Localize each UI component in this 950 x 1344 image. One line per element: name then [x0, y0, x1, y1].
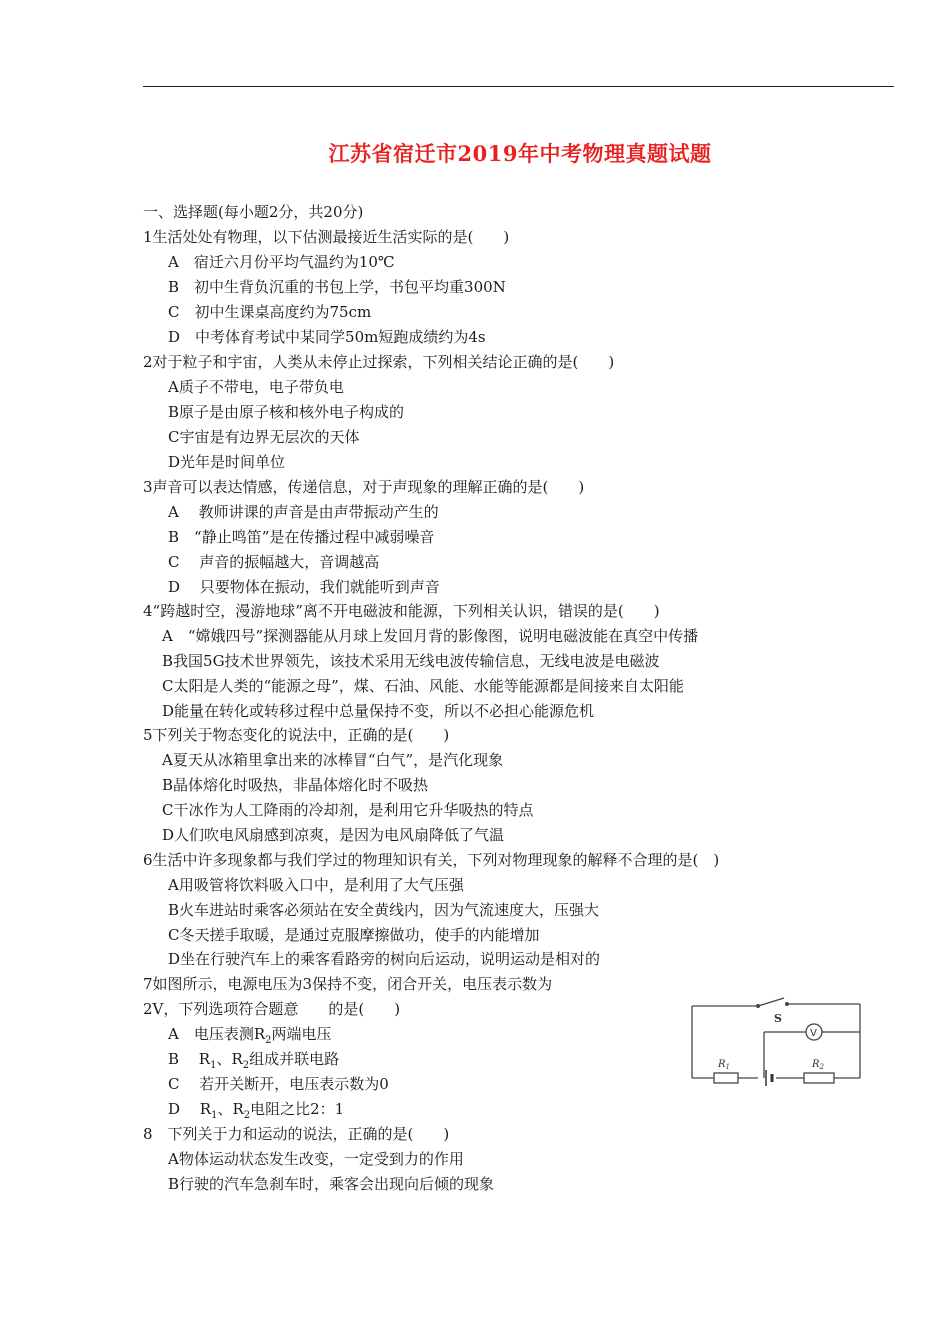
circuit-diagram [688, 996, 888, 1088]
q6-option-b: B火车进站时乘客必须站在安全黄线内，因为气流速度大，压强大 [168, 901, 600, 919]
q5-option-a: A夏天从冰箱里拿出来的冰棒冒“白气”，是汽化现象 [162, 751, 504, 769]
voltmeter-label: V [810, 1028, 817, 1039]
q1-option-b: B 初中生背负沉重的书包上学，书包平均重300N [168, 278, 506, 296]
q3-stem: 3声音可以表达情感，传递信息，对于声现象的理解正确的是( ) [143, 478, 585, 496]
q2-option-c: C宇宙是有边界无层次的天体 [168, 428, 360, 446]
page-title: 江苏省宿迁市2019年中考物理真题试题 [328, 141, 712, 166]
q4-option-a: A “嫦娥四号”探测器能从月球上发回月背的影像图，说明电磁波能在真空中传播 [162, 627, 699, 645]
q3-option-b: B “静止鸣笛”是在传播过程中减弱噪音 [168, 528, 435, 546]
q3-option-a: A 教师讲课的声音是由声带振动产生的 [168, 503, 439, 521]
q7-option-d: D $R_1$、$R_2$电阻之比2：1 [168, 1100, 345, 1121]
q5-option-c: C干冰作为人工降雨的冷却剂，是利用它升华吸热的特点 [162, 801, 534, 819]
q6-stem: 6生活中许多现象都与我们学过的物理知识有关，下列对物理现象的解释不合理的是( ) [143, 851, 720, 869]
q6-option-c: C冬天搓手取暖，是通过克服摩擦做功，使手的内能增加 [168, 926, 540, 944]
q1-option-d: D 中考体育考试中某同学50m短跑成绩约为4s [168, 328, 486, 346]
q2-option-a: A质子不带电，电子带负电 [168, 378, 344, 396]
q3-option-c: C 声音的振幅越大，音调越高 [168, 553, 380, 571]
q4-option-c: C太阳是人类的“能源之母”，煤、石油、风能、水能等能源都是间接来自太阳能 [162, 677, 684, 695]
resistor-r1 [714, 1073, 738, 1083]
q5-option-b: B晶体熔化时吸热，非晶体熔化时不吸热 [162, 776, 429, 794]
q2-stem: 2对于粒子和宇宙，人类从未停止过探索，下列相关结论正确的是( ) [143, 353, 615, 371]
q4-stem: 4“跨越时空，漫游地球”离不开电磁波和能源，下列相关认识，错误的是( ) [143, 602, 660, 620]
q2-option-b: B原子是由原子核和核外电子构成的 [168, 403, 405, 421]
battery-symbol [766, 1070, 772, 1086]
r2-label: $R_2$ [812, 1059, 824, 1071]
section-heading: 一、选择题(每小题2分，共20分) [143, 203, 364, 221]
q4-option-d: D能量在转化或转移过程中总量保持不变，所以不必担心能源危机 [162, 702, 595, 720]
q1-stem: 1生活处处有物理，以下估测最接近生活实际的是( ) [143, 228, 510, 246]
q1-option-a: A 宿迁六月份平均气温约为10℃ [168, 253, 395, 271]
r1-label: $R_1$ [718, 1059, 730, 1071]
q7-stem-line2: 2V，下列选项符合题意 的是( ) [143, 1000, 401, 1018]
q7-option-a: A 电压表测$R_2$两端电压 [168, 1025, 332, 1046]
q6-option-a: A用吸管将饮料吸入口中，是利用了大气压强 [168, 876, 464, 894]
switch-label: S [774, 1012, 782, 1025]
q7-stem-line1: 7如图所示，电源电压为3保持不变，闭合开关，电压表示数为 [143, 975, 553, 993]
resistor-r2 [804, 1073, 834, 1083]
q8-stem: 8 下列关于力和运动的说法，正确的是( ) [143, 1125, 450, 1143]
q5-option-d: D人们吹电风扇感到凉爽，是因为电风扇降低了气温 [162, 826, 505, 844]
q2-option-d: D光年是时间单位 [168, 453, 286, 471]
q7-option-b: B $R_1$、$R_2$组成并联电路 [168, 1050, 340, 1071]
q1-option-c: C 初中生课桌高度约为75cm [168, 303, 372, 321]
q6-option-d: D坐在行驶汽车上的乘客看路旁的树向后运动，说明运动是相对的 [168, 950, 601, 968]
q5-stem: 5下列关于物态变化的说法中，正确的是( ) [143, 726, 450, 744]
q7-option-c: C 若开关断开，电压表示数为0 [168, 1075, 389, 1093]
q4-option-b: B我国5G技术世界领先，该技术采用无线电波传输信息，无线电波是电磁波 [162, 652, 660, 670]
header-rule [143, 86, 894, 87]
switch-symbol [756, 998, 789, 1008]
q3-option-d: D 只要物体在振动，我们就能听到声音 [168, 578, 440, 596]
q8-option-b: B行驶的汽车急刹车时，乘客会出现向后倾的现象 [168, 1175, 495, 1193]
q8-option-a: A物体运动状态发生改变，一定受到力的作用 [168, 1150, 464, 1168]
